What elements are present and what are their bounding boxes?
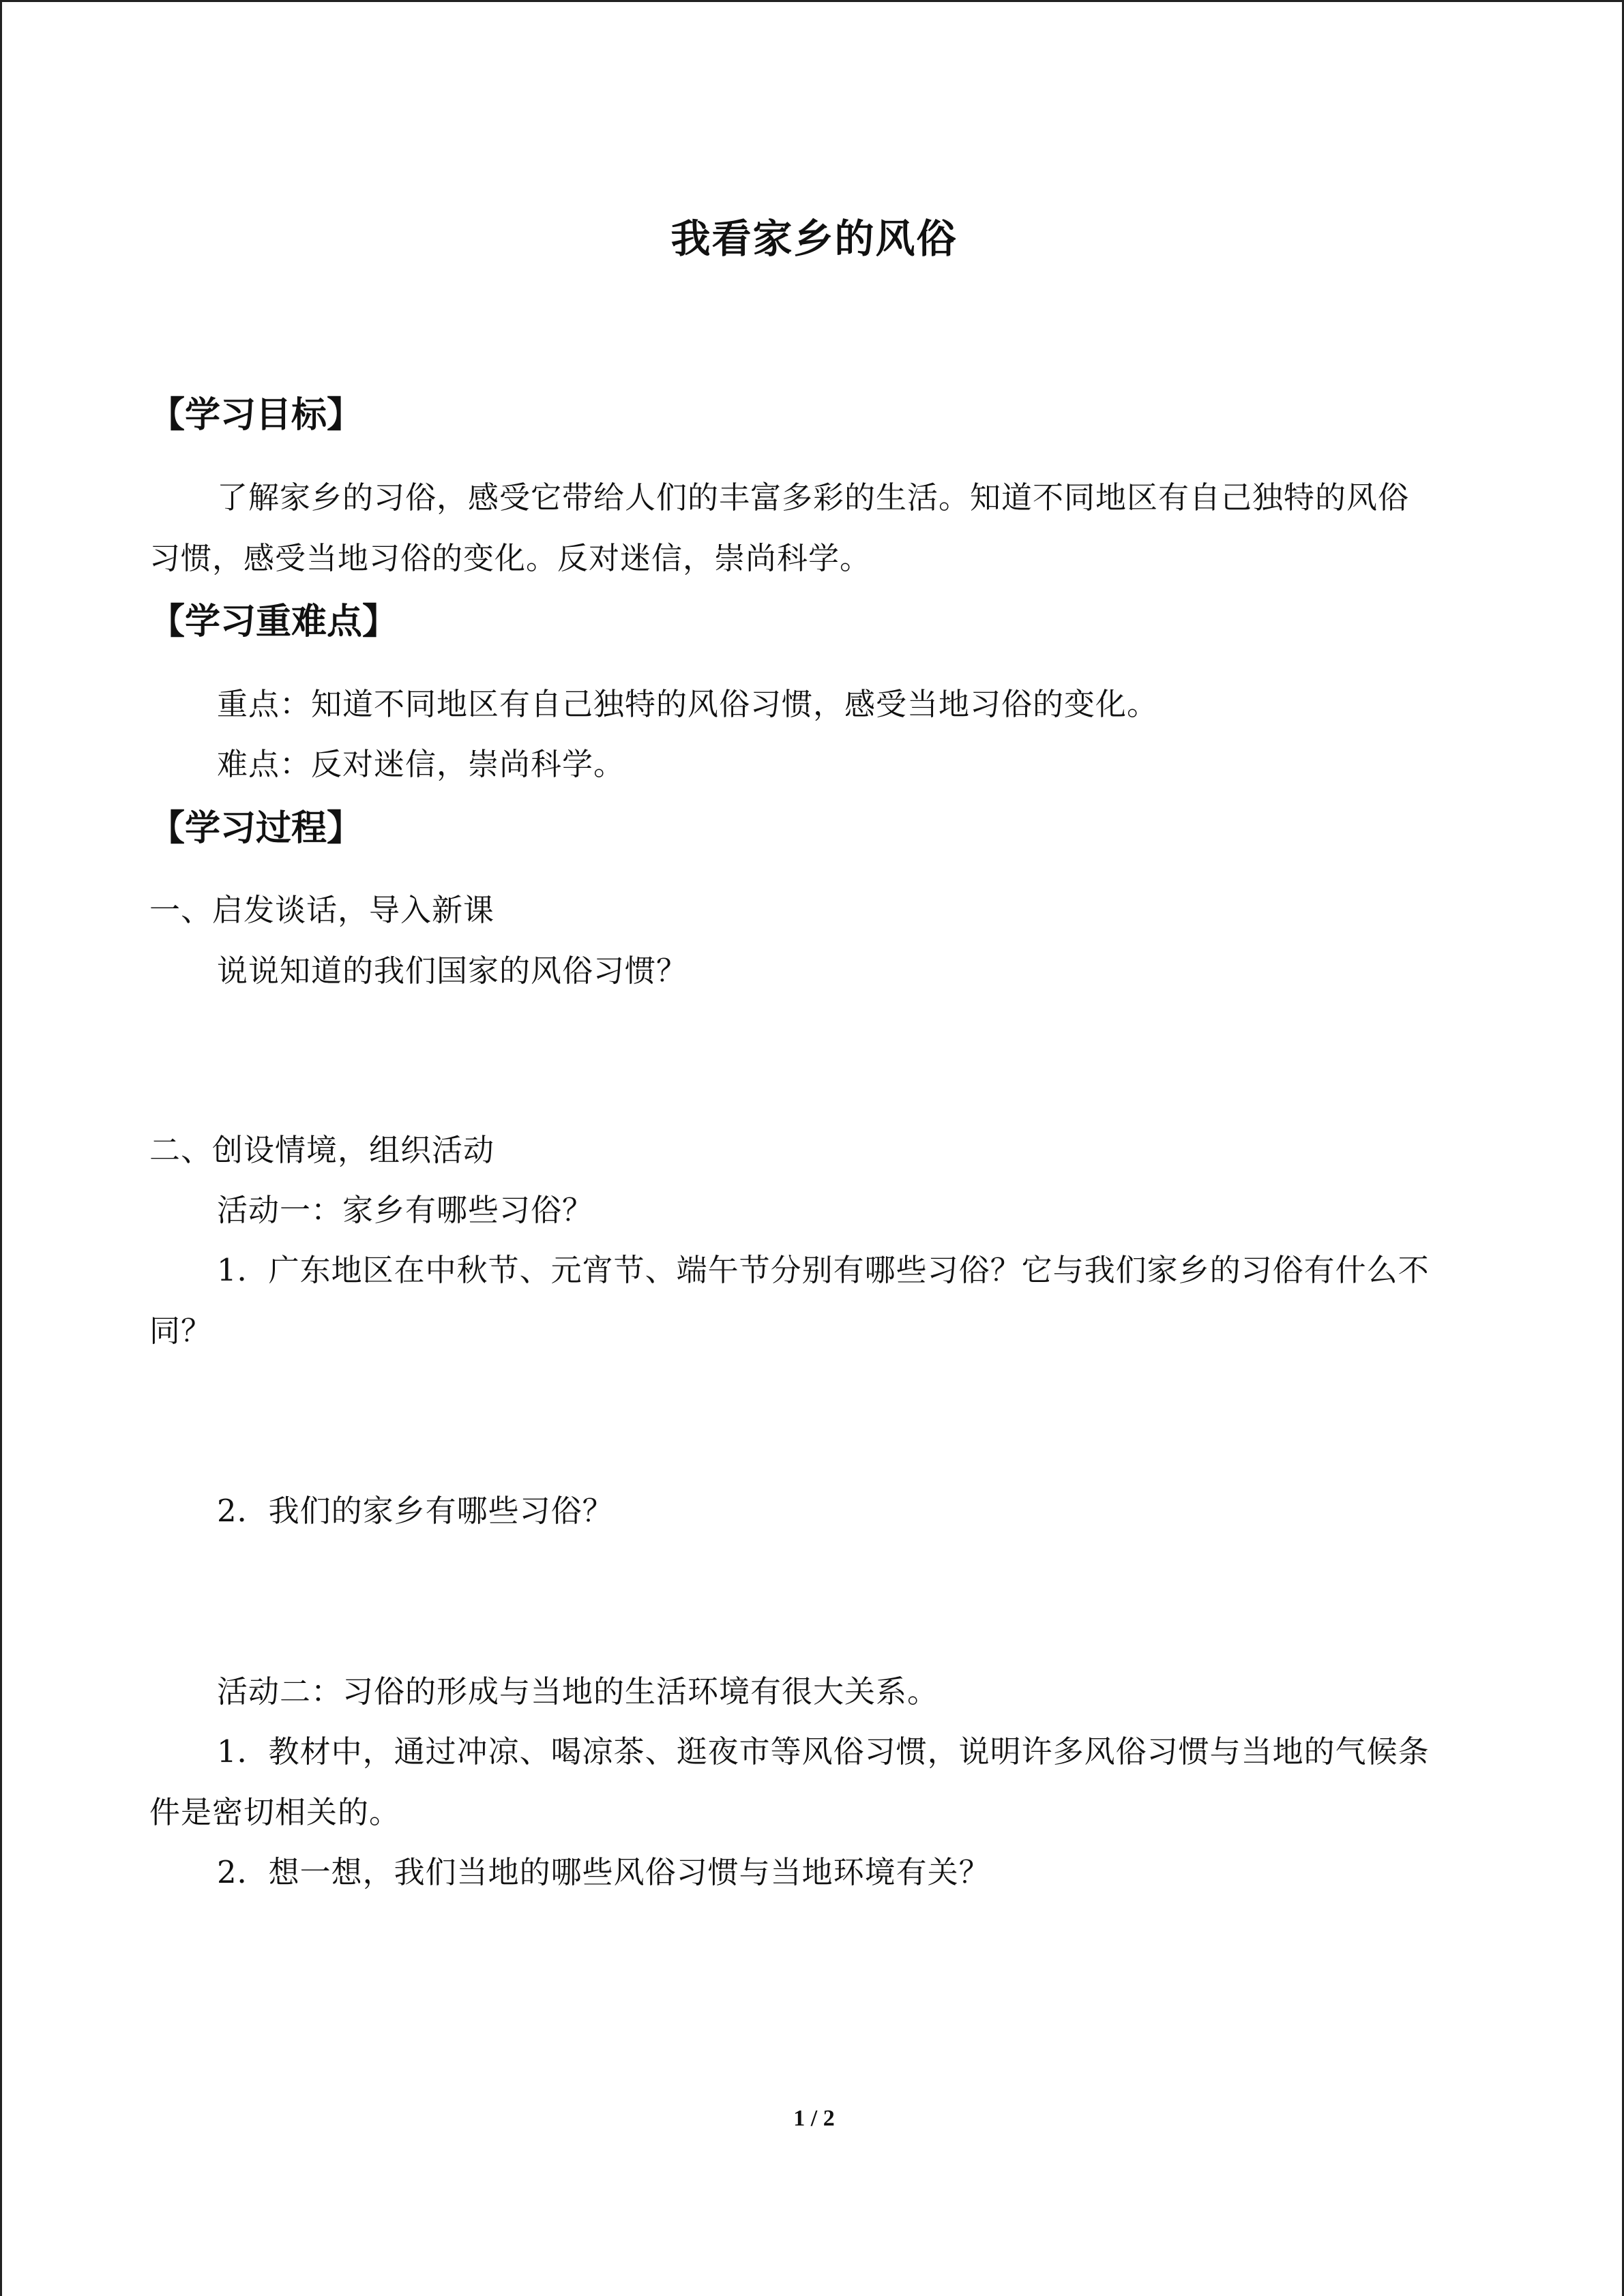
page-number: 1 / 2 <box>793 2106 835 2131</box>
part-1-question: 说说知道的我们国家的风俗习惯？ <box>217 953 688 989</box>
activity-2-title: 活动二：习俗的形成与当地的生活环境有很大关系。 <box>217 1673 939 1710</box>
activity-1-title: 活动一：家乡有哪些习俗？ <box>217 1192 594 1228</box>
document-title: 我看家乡的风俗 <box>670 215 958 262</box>
activity-1-question-1-line-1: 1．广东地区在中秋节、元宵节、端午节分别有哪些习俗？它与我们家乡的习俗有什么不 <box>217 1252 1430 1288</box>
activity-2-question-2: 2．想一想，我们当地的哪些风俗习惯与当地环境有关？ <box>217 1854 990 1890</box>
objectives-heading: 【学习目标】 <box>149 395 363 436</box>
key-point-text: 重点：知道不同地区有自己独特的风俗习惯，感受当地习俗的变化。 <box>217 686 1159 722</box>
activity-1-question-1-line-2: 同？ <box>149 1313 213 1349</box>
objectives-line-1: 了解家乡的习俗，感受它带给人们的丰富多彩的生活。知道不同地区有自己独特的风俗 <box>217 479 1410 516</box>
difficult-point-text: 难点：反对迷信，崇尚科学。 <box>217 746 625 782</box>
part-2-title: 二、创设情境，组织活动 <box>149 1132 495 1168</box>
objectives-line-2: 习惯，感受当地习俗的变化。反对迷信，崇尚科学。 <box>149 540 872 576</box>
activity-1-question-2: 2．我们的家乡有哪些习俗？ <box>217 1493 614 1529</box>
key-points-heading: 【学习重难点】 <box>149 601 398 642</box>
activity-2-question-1-line-2: 件是密切相关的。 <box>149 1794 401 1830</box>
activity-2-question-1-line-1: 1．教材中，通过冲凉、喝凉茶、逛夜市等风俗习惯，说明许多风俗习惯与当地的气候条 <box>217 1733 1430 1770</box>
process-heading: 【学习过程】 <box>149 808 363 849</box>
part-1-title: 一、启发谈话，导入新课 <box>149 892 495 928</box>
